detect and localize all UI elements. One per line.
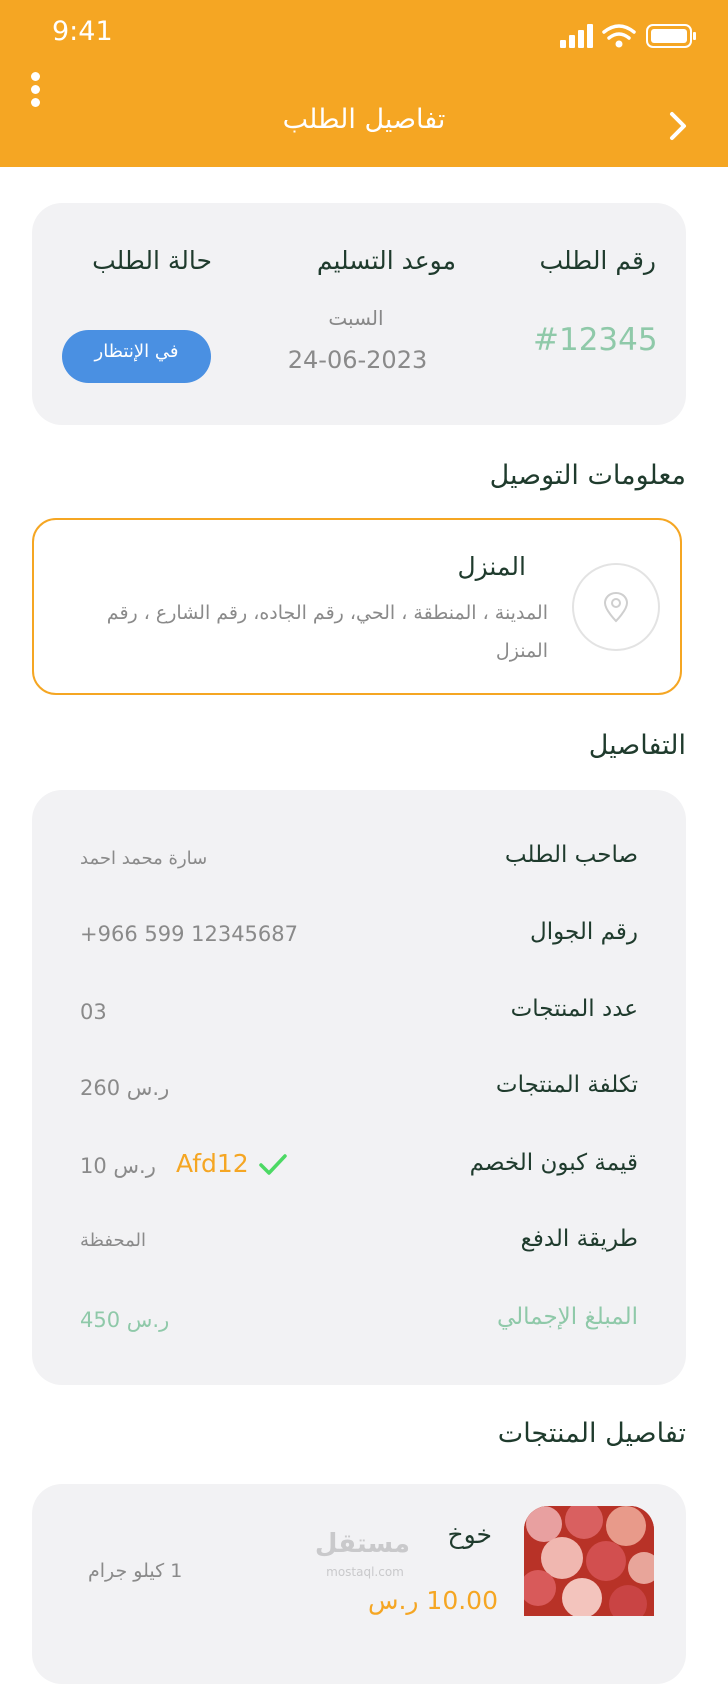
watermark-logo: مستقل mostaql.com bbox=[314, 1529, 410, 1579]
detail-label-products-cost: تكلفة المنتجات bbox=[495, 1072, 638, 1098]
order-number: #12345 bbox=[533, 322, 658, 358]
detail-label-payment-method: طريقة الدفع bbox=[520, 1226, 638, 1252]
order-number-label: رقم الطلب bbox=[539, 246, 656, 275]
detail-value-payment-method: المحفظة bbox=[80, 1230, 147, 1251]
detail-label-total: المبلغ الإجمالي bbox=[496, 1304, 638, 1330]
status-icons bbox=[560, 20, 700, 52]
address-text: المدينة ، المنطقة ، الحي، رقم الجاده، رقم الشارع ، رقم المنزل bbox=[106, 602, 548, 662]
detail-value-coupon: 10 ر.س bbox=[80, 1154, 156, 1178]
detail-value-product-count: 03 bbox=[80, 1000, 107, 1024]
details-title: التفاصيل bbox=[588, 730, 686, 761]
battery-icon bbox=[647, 25, 696, 47]
detail-value-phone: +966 599 12345687 bbox=[80, 922, 298, 946]
product-name: خوخ bbox=[447, 1520, 492, 1549]
detail-value-customer: سارة محمد احمد bbox=[80, 848, 208, 869]
order-status-label: حالة الطلب bbox=[92, 246, 212, 275]
address-title: المنزل bbox=[457, 552, 526, 581]
status-badge: في الإنتظار bbox=[62, 330, 211, 383]
detail-value-products-cost: 260 ر.س bbox=[80, 1076, 170, 1100]
back-chevron-icon[interactable] bbox=[664, 108, 694, 144]
delivery-date-label: موعد التسليم bbox=[316, 246, 456, 275]
page-title: تفاصيل الطلب bbox=[282, 104, 446, 135]
wifi-icon bbox=[604, 26, 634, 38]
status-time: 9:41 bbox=[52, 16, 113, 47]
product-price: 10.00 ر.س bbox=[367, 1586, 498, 1615]
delivery-info-title: معلومات التوصيل bbox=[489, 460, 686, 491]
check-icon bbox=[258, 1152, 288, 1178]
signal-icon bbox=[560, 24, 593, 48]
detail-label-coupon: قيمة كبون الخصم bbox=[469, 1150, 638, 1176]
products-title: تفاصيل المنتجات bbox=[497, 1418, 686, 1449]
delivery-date: 24-06-2023 bbox=[287, 346, 428, 374]
detail-label-product-count: عدد المنتجات bbox=[510, 996, 638, 1022]
detail-label-phone: رقم الجوال bbox=[530, 919, 638, 945]
delivery-day: السبت bbox=[328, 306, 384, 330]
coupon-code: Afd12 bbox=[176, 1149, 249, 1178]
product-quantity: 1 كيلو جرام bbox=[88, 1560, 183, 1582]
detail-value-total: 450 ر.س bbox=[80, 1308, 170, 1332]
product-image bbox=[524, 1506, 654, 1616]
detail-label-customer: صاحب الطلب bbox=[504, 842, 638, 868]
location-pin-icon bbox=[572, 563, 660, 651]
